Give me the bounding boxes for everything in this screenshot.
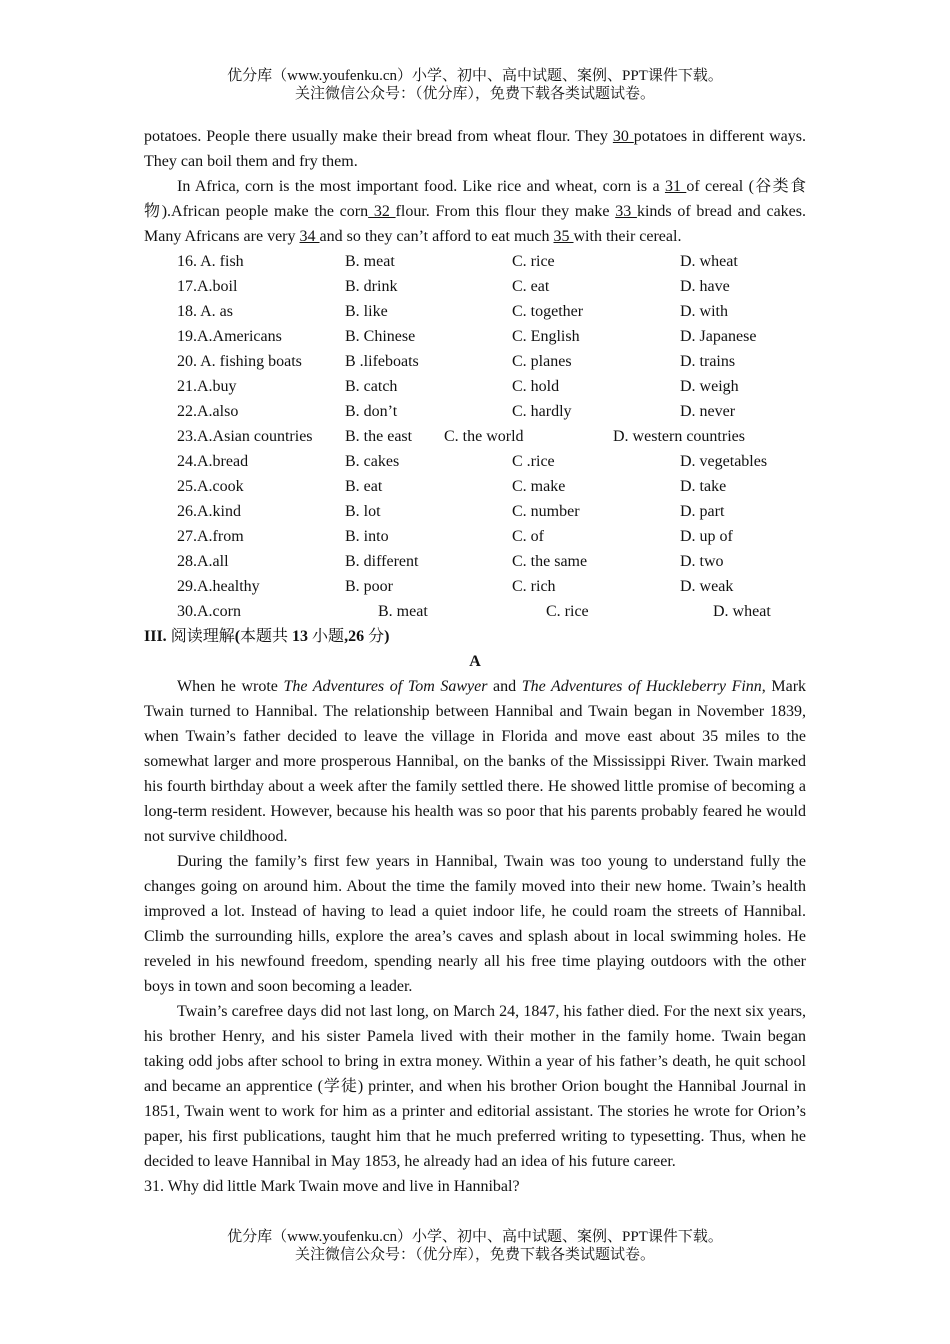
- cloze-paragraph-2: In Africa, corn is the most important food. Like rice and wheat, corn is a 31 of cereal (谷类食物).African people make the corn 32 flour. From this flour they make 33 kinds of bread and cakes. Many Africans are very 34 and so they can’t afford to eat much 35 with their cereal.: [144, 178, 807, 245]
- option-row-21: 21.A.buy B. catch C. hold D. weigh: [177, 378, 739, 395]
- book-title-tom-sawyer: The Adventures of Tom Sawyer: [283, 678, 488, 695]
- book-title-huckleberry-finn: The Adventures of Huckleberry Finn: [521, 678, 762, 695]
- options-list: [144, 249, 806, 624]
- option-row-28: 28.A.all B. different C. the same D. two: [177, 553, 724, 570]
- option-row-26: 26.A.kind B. lot C. number D. part: [177, 503, 725, 520]
- option-row-17: 17.A.boil B. drink C. eat D. have: [177, 278, 730, 295]
- option-row-24: 24.A.bread B. cakes C .rice D. vegetables: [177, 453, 768, 470]
- page-content: [144, 124, 806, 1199]
- page-footer: [0, 1228, 950, 1264]
- option-row-19: 19.A.Americans B. Chinese C. English D. Japanese: [177, 328, 757, 345]
- blank-32: 32: [368, 203, 396, 220]
- cloze-paragraph-1: potatoes. People there usually make their bread from wheat flour. They 30 potatoes in different ways. They can boil them and fry them.: [144, 128, 807, 170]
- option-row-29: 29.A.healthy B. poor C. rich D. weak: [177, 578, 734, 595]
- header-line-2: 关注微信公众号：（优分库），免费下载各类试题试卷。: [294, 86, 655, 102]
- question-31: 31. Why did little Mark Twain move and live in Hannibal?: [144, 1178, 520, 1195]
- passage-paragraph-3: Twain’s carefree days did not last long, on March 24, 1847, his father died. For the next six years, his brother Henry, and his sister Pamela lived with their mother in the family home. Twain began taking odd jobs after school to bring in extra money. Within a year of his father’s death, he quit school and became an apprentice (学徒) printer, and when his brother Orion bought the Hannibal Journal in 1851, Twain went to work for him as a printer and editorial assistant. The stories he wrote for Orion’s paper, his first publications, taught him that he much preferred writing to typesetting. Thus, when he decided to leave Hannibal in May 1853, he already had an idea of his future career.: [144, 1003, 806, 1170]
- option-row-30: 30.A.corn B. meat C. rice D. wheat: [177, 603, 771, 620]
- footer-line-1: 优分库（www.youfenku.cn）小学、初中、高中试题、案例、PPT课件下载。: [227, 1229, 723, 1245]
- passage-paragraph-1: When he wrote The Adventures of Tom Sawyer and The Adventures of Huckleberry Finn, Mark Twain turned to Hannibal. The relationship between Hannibal and Twain began in November 1839, when Twain’s father decided to leave the village in Florida and move east about 35 miles to the somewhat larger and more prosperous Hannibal, on the banks of the Mississippi River. Twain marked his fourth birthday about a week after the family settled there. He showed little promise of becoming a long-term resident. However, because his health was so poor that his parents probably feared he would not survive childhood.: [144, 678, 807, 845]
- section-heading: III. 阅读理解(本题共 13 小题,26 分): [144, 628, 390, 645]
- header-line-1: 优分库（www.youfenku.cn）小学、初中、高中试题、案例、PPT课件下载。: [227, 68, 723, 84]
- blank-31: 31: [664, 178, 687, 195]
- footer-line-2: 关注微信公众号：（优分库），免费下载各类试题试卷。: [294, 1247, 655, 1263]
- blank-34: 34: [299, 228, 320, 245]
- option-row-22: 22.A.also B. don’t C. hardly D. never: [177, 403, 736, 420]
- option-row-27: 27.A.from B. into C. of D. up of: [177, 528, 733, 545]
- option-row-16: 16. A. fish B. meat C. rice D. wheat: [177, 253, 738, 270]
- option-row-18: 18. A. as B. like C. together D. with: [177, 303, 728, 320]
- blank-35: 35: [553, 228, 574, 245]
- option-row-23: 23.A.Asian countries B. the east C. the world D. western countries: [177, 428, 745, 445]
- blank-33: 33: [615, 203, 637, 220]
- passage-label: A: [469, 653, 481, 670]
- option-row-20: 20. A. fishing boats B .lifeboats C. planes D. trains: [177, 353, 736, 370]
- blank-30: 30: [612, 128, 634, 145]
- option-row-25: 25.A.cook B. eat C. make D. take: [177, 478, 727, 495]
- page-header: [0, 67, 950, 103]
- passage-paragraph-2: During the family’s first few years in Hannibal, Twain was too young to understand fully the changes going on around him. About the time the family moved into their new home. Twain’s health improved a lot. Instead of having to lead a quiet indoor life, he could roam the streets of Hannibal. Climb the surrounding hills, explore the area’s caves and splash about in local swimming holes. He reveled in his newfound freedom, spending nearly all his free time playing outdoors with the other boys in town and soon becoming a leader.: [144, 853, 806, 995]
